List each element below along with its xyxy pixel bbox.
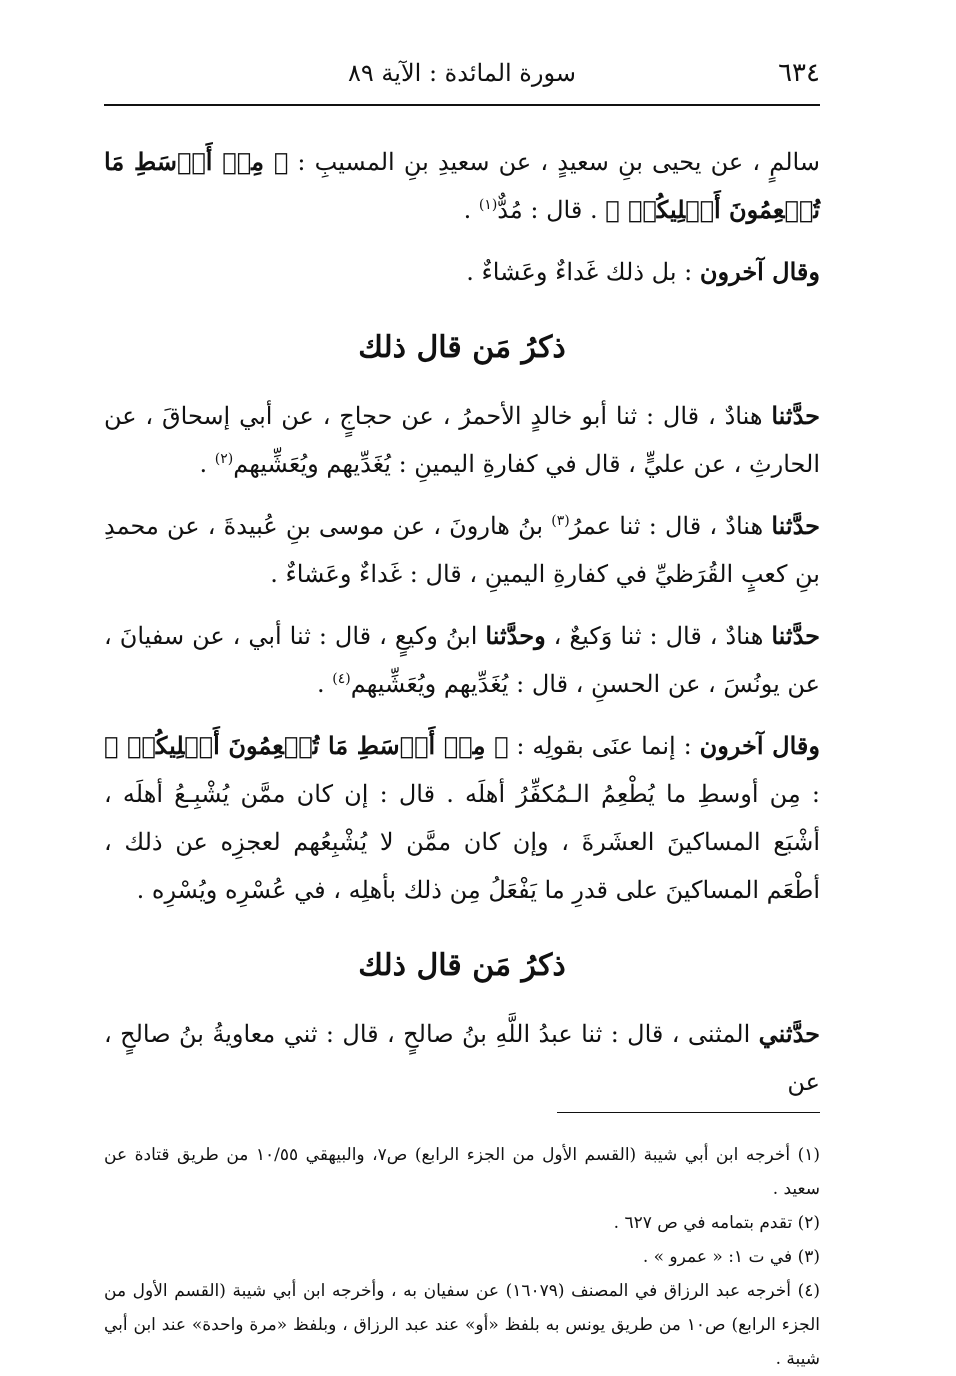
paragraph-others — [104, 722, 820, 914]
narration-4 — [104, 1010, 820, 1106]
narration-end: . — [317, 670, 333, 698]
running-head: سورة المائدة : الآية ٨٩ — [348, 59, 576, 87]
paragraph-text: . قال : مُدٌّ — [497, 196, 606, 224]
paragraph-text: : إنما عنَى بقولِه : — [508, 732, 700, 760]
footnote-2: (٢) تقدم بتمامه في ص ٦٢٧ . — [613, 1213, 820, 1233]
lead-word: حدَّثني — [758, 1019, 820, 1048]
narration-text: المثنى ، قال : ثنا عبدُ اللَّهِ بنُ صالحٍ ، قال : ثني معاويةُ بنُ صالحٍ ، عن — [104, 1020, 820, 1096]
footnote-ref-1[interactable]: (١) — [478, 197, 498, 213]
footnote-ref-4[interactable]: (٤) — [332, 671, 351, 687]
paragraph-text: سالمٍ ، عن يحيى بنِ سعيدٍ ، عن سعيدِ بنِ المسيبِ : — [288, 148, 820, 176]
paragraph-2 — [104, 248, 820, 296]
footnote-1: (١) أخرجه ابن أبي شيبة (القسم الأول من الجزء الرابع) ص٧، والبيهقي ١٠/٥٥ من طريق قتادة عن سعيد . — [104, 1145, 820, 1199]
narration-3 — [104, 612, 820, 708]
page-header — [104, 52, 820, 94]
narration-1 — [104, 392, 820, 488]
footnote-3: (٣) في ت ١: « عمرو » . — [642, 1247, 820, 1267]
footnote-divider — [557, 1112, 820, 1113]
lead-word: حدَّثنا — [771, 511, 821, 540]
paragraph-text: : مِن أوسطِ ما يُطْعِمُ الـمُكفِّرُ أهلَه . قال : إن كان ممَّن يُشْبِـعُ أهلَه ، أشْبَع المساكينَ العشَرةَ ، وإن كان ممَّن لا يُشْبِعُهم لعجزِه عن ذلك ، أطْعَم المساكينَ على قدرِ ما يَفْعَلُ مِن ذلك بأهلِه ، في عُسْرِه ويُسْرِه . — [104, 780, 820, 904]
footnote-ref-2[interactable]: (٢) — [214, 451, 234, 467]
narration-end: . — [199, 450, 215, 478]
paragraph-text: : بل ذلك غَداءٌ وعَشاءٌ . — [466, 258, 700, 286]
narration-text: هنادٌ ، قال : ثنا أبو خالدٍ الأحمرُ ، عن حجاجٍ ، عن أبي إسحاقَ ، عن الحارثِ ، عن عليٍّ ، قال في كفارةِ اليمينِ : يُغَدِّيهم ويُعَشِّيهم — [104, 402, 820, 478]
quran-quote: ﴿ مِنۡ أَوۡسَطِ مَا تُطۡعِمُونَ أَهۡلِيكُمۡ ﴾ — [104, 731, 509, 760]
narration-text: ابنُ وكيعٍ ، قال : ثنا أبي ، عن سفيانَ ، عن يونُسَ ، عن الحسنِ ، قال : يُغَدِّيهم ويُعَشِّيهم — [104, 622, 820, 698]
paragraph-1 — [104, 138, 820, 234]
section-title-2: ذكرُ مَن قال ذلك — [358, 948, 566, 983]
quran-quote: ﴿ مِنۡ أَوۡسَطِ مَا تُطۡعِمُونَ أَهۡلِيكُمۡ ﴾ — [104, 147, 820, 224]
lead-word: حدَّثنا — [771, 401, 820, 430]
narration-text: هنادٌ ، قال : ثنا عمرُ — [569, 512, 772, 540]
narration-text: هنادٌ ، قال : ثنا وَكيعٌ ، — [545, 622, 772, 650]
lead-word: وقال آخرون — [699, 257, 820, 286]
lead-word: حدَّثنا — [771, 621, 821, 650]
narration-2 — [104, 502, 820, 598]
paragraph-end: . — [463, 196, 479, 224]
footnotes — [104, 1138, 820, 1376]
header-divider — [104, 104, 820, 106]
footnote-ref-3[interactable]: (٣) — [551, 513, 570, 529]
lead-word: وقال آخرون — [699, 731, 820, 760]
narration-text: بنُ هارونَ ، عن موسى بنِ عُبيدةَ ، عن محمدِ بنِ كعبٍ القُرَظيِّ في كفارةِ اليمينِ ، قال : غَداءٌ وعَشاءٌ . — [104, 512, 820, 588]
lead-word: وحدَّثنا — [485, 621, 546, 650]
section-title-1: ذكرُ مَن قال ذلك — [358, 330, 566, 365]
page-number: ٦٣٤ — [778, 58, 820, 88]
main-text — [104, 138, 820, 1120]
footnote-4: (٤) أخرجه عبد الرزاق في المصنف (١٦٠٧٩) عن سفيان به ، وأخرجه ابن أبي شيبة (القسم الأول من الجزء الرابع) ص١٠ من طريق يونس به بلفظ «أو» عند عبد الرزاق ، وبلفظ «مرة واحدة» عند ابن أبي شيبة . — [104, 1281, 820, 1369]
